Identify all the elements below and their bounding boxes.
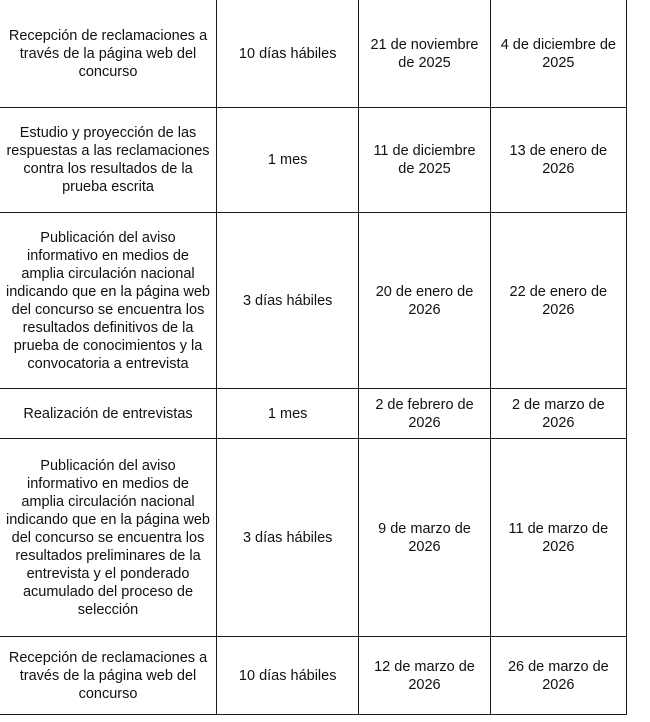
duration-cell: 10 días hábiles [217,637,359,715]
activity-cell: Estudio y proyección de las respuestas a las reclamaciones contra los resultados de la prueba escrita [0,108,217,213]
end-date-cell: 11 de marzo de 2026 [490,439,626,637]
end-date-cell: 13 de enero de 2026 [490,108,626,213]
table-row [0,637,627,715]
start-date-cell: 11 de diciembre de 2025 [359,108,490,213]
end-date-cell: 2 de marzo de 2026 [490,389,626,439]
activity-cell: Publicación del aviso informativo en medios de amplia circulación nacional indicando que en la página web del concurso se encuentra los resultados preliminares de la entrevista y el ponderado acumulado del proceso de selección [0,439,217,637]
duration-cell: 1 mes [217,389,359,439]
start-date-cell: 9 de marzo de 2026 [359,439,490,637]
start-date-cell: 20 de enero de 2026 [359,213,490,389]
activity-cell: Realización de entrevistas [0,389,217,439]
duration-cell: 3 días hábiles [217,213,359,389]
end-date-cell: 26 de marzo de 2026 [490,637,626,715]
end-date-cell: 4 de diciembre de 2025 [490,0,626,108]
table-row [0,108,627,213]
activity-cell: Recepción de reclamaciones a través de la página web del concurso [0,637,217,715]
table-row [0,439,627,637]
activity-cell: Recepción de reclamaciones a través de la página web del concurso [0,0,217,108]
start-date-cell: 2 de febrero de 2026 [359,389,490,439]
duration-cell: 10 días hábiles [217,0,359,108]
table-row [0,389,627,439]
duration-cell: 1 mes [217,108,359,213]
table-row [0,0,627,108]
table-row [0,213,627,389]
activity-cell: Publicación del aviso informativo en medios de amplia circulación nacional indicando que en la página web del concurso se encuentra los resultados definitivos de la prueba de conocimientos y la convocatoria a entrevista [0,213,217,389]
start-date-cell: 12 de marzo de 2026 [359,637,490,715]
duration-cell: 3 días hábiles [217,439,359,637]
end-date-cell: 22 de enero de 2026 [490,213,626,389]
start-date-cell: 21 de noviembre de 2025 [359,0,490,108]
